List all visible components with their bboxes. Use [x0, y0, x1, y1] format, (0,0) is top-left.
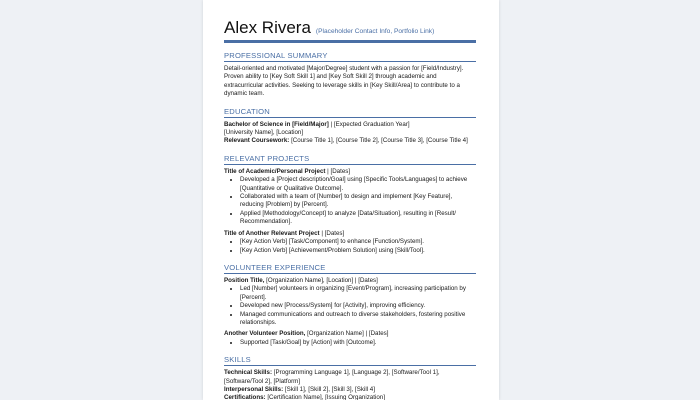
- volunteer-details: [Organization Name], [Location] | [Dates]: [264, 276, 378, 284]
- section-divider: [224, 164, 476, 165]
- section-divider: [224, 117, 476, 118]
- project-title-line: [224, 230, 479, 238]
- certifications-list: [Certification Name], [Issuing Organization]: [265, 394, 385, 400]
- header-divider: [224, 40, 476, 43]
- section-title-skills: SKILLS: [224, 355, 251, 365]
- volunteer-details: [Organization Name] | [Dates]: [305, 330, 389, 338]
- technical-skills-list: [Programming Language 1], [Language 2], [Software/Tool 1], [Software/Tool 2], [Platform]: [224, 369, 440, 385]
- resume-header: [224, 18, 479, 38]
- section-title-volunteer: VOLUNTEER EXPERIENCE: [224, 262, 326, 272]
- project-title: Title of Another Relevant Project: [224, 229, 320, 237]
- bullet-item: • Collaborated with a team of [Number] to design and implement [Key Feature], reducing [Problem] by [Percent].: [240, 193, 476, 210]
- volunteer-entry: [224, 330, 479, 347]
- education-coursework: [224, 137, 479, 145]
- volunteer-bullets: [224, 339, 476, 347]
- degree-title: Bachelor of Science in [Field/Major]: [224, 120, 329, 128]
- degree-graduation: | [Expected Graduation Year]: [328, 120, 410, 128]
- section-title-summary: PROFESSIONAL SUMMARY: [224, 51, 328, 60]
- volunteer-title-line: [224, 277, 479, 285]
- bullet-item: • Managed communications and outreach to diverse stakeholders, fostering positive relationships.: [240, 311, 476, 328]
- skills-certifications: [224, 394, 476, 400]
- volunteer-bullets: [224, 285, 476, 327]
- project-bullets: [224, 176, 476, 226]
- interpersonal-skills-list: [Skill 1], [Skill 2], [Skill 3], [Skill 4]: [283, 385, 375, 393]
- coursework-label: Relevant Coursework:: [224, 137, 290, 145]
- bullet-item: • Applied [Methodology/Concept] to analyze [Data/Situation], resulting in [Result/ Recommendation].: [240, 210, 476, 227]
- section-title-projects: RELEVANT PROJECTS: [224, 153, 310, 163]
- skills-interpersonal: [224, 386, 476, 394]
- project-title-line: [224, 168, 479, 176]
- certifications-label: Certifications:: [224, 394, 266, 400]
- bullet-item: • Developed new [Process/System] for [Activity], improving efficiency.: [240, 302, 476, 310]
- section-title-education: EDUCATION: [224, 106, 270, 116]
- education-school: [University Name], [Location]: [224, 129, 304, 137]
- volunteer-position: Another Volunteer Position,: [224, 330, 306, 338]
- project-title: Title of Academic/Personal Project: [224, 167, 326, 175]
- contact-info: (Placeholder Contact Info, Portfolio Link): [315, 28, 435, 35]
- volunteer-position: Position Title,: [224, 276, 265, 284]
- project-dates: | [Dates]: [319, 229, 345, 237]
- volunteer-title-line: [224, 330, 479, 338]
- interpersonal-skills-label: Interpersonal Skills:: [224, 385, 284, 393]
- candidate-name: Alex Rivera: [224, 18, 311, 37]
- skills-technical: [224, 369, 476, 386]
- bullet-item: • Led [Number] volunteers in organizing [Event/Program], increasing participation by [Percent].: [240, 285, 476, 302]
- section-divider: [224, 61, 476, 62]
- resume-page: [203, 0, 499, 400]
- technical-skills-label: Technical Skills:: [224, 369, 273, 377]
- education-degree-line: [224, 121, 479, 129]
- bullet-item: • [Key Action Verb] [Achievement/Problem Solution] using [Skill/Tool].: [240, 247, 476, 255]
- project-entry: [224, 230, 479, 255]
- project-dates: | [Dates]: [325, 167, 351, 175]
- project-bullets: [224, 238, 476, 255]
- coursework-list: [Course Title 1], [Course Title 2], [Course Title 3], [Course Title 4]: [289, 137, 468, 145]
- section-divider: [224, 365, 476, 366]
- volunteer-entry: [224, 277, 479, 327]
- summary-text: Detail-oriented and motivated [Major/Degree] student with a passion for [Field/Industry]. Proven ability to [Key Soft Skill 1] and [Key Soft Skill 2] through academic and extracurricular activities. Seeking to leverage skills in [Key Skill/Area] to contribute to a dynamic team.: [224, 65, 464, 98]
- bullet-item: • [Key Action Verb] [Task/Component] to enhance [Function/System].: [240, 238, 476, 246]
- bullet-item: • Developed a [Project description/Goal] using [Specific Tools/Languages] to achieve [Quantitative or Qualitative Outcome].: [240, 176, 476, 193]
- bullet-item: • Supported [Task/Goal] by [Action] with [Outcome].: [240, 339, 476, 347]
- section-divider: [224, 273, 476, 274]
- project-entry: [224, 168, 479, 227]
